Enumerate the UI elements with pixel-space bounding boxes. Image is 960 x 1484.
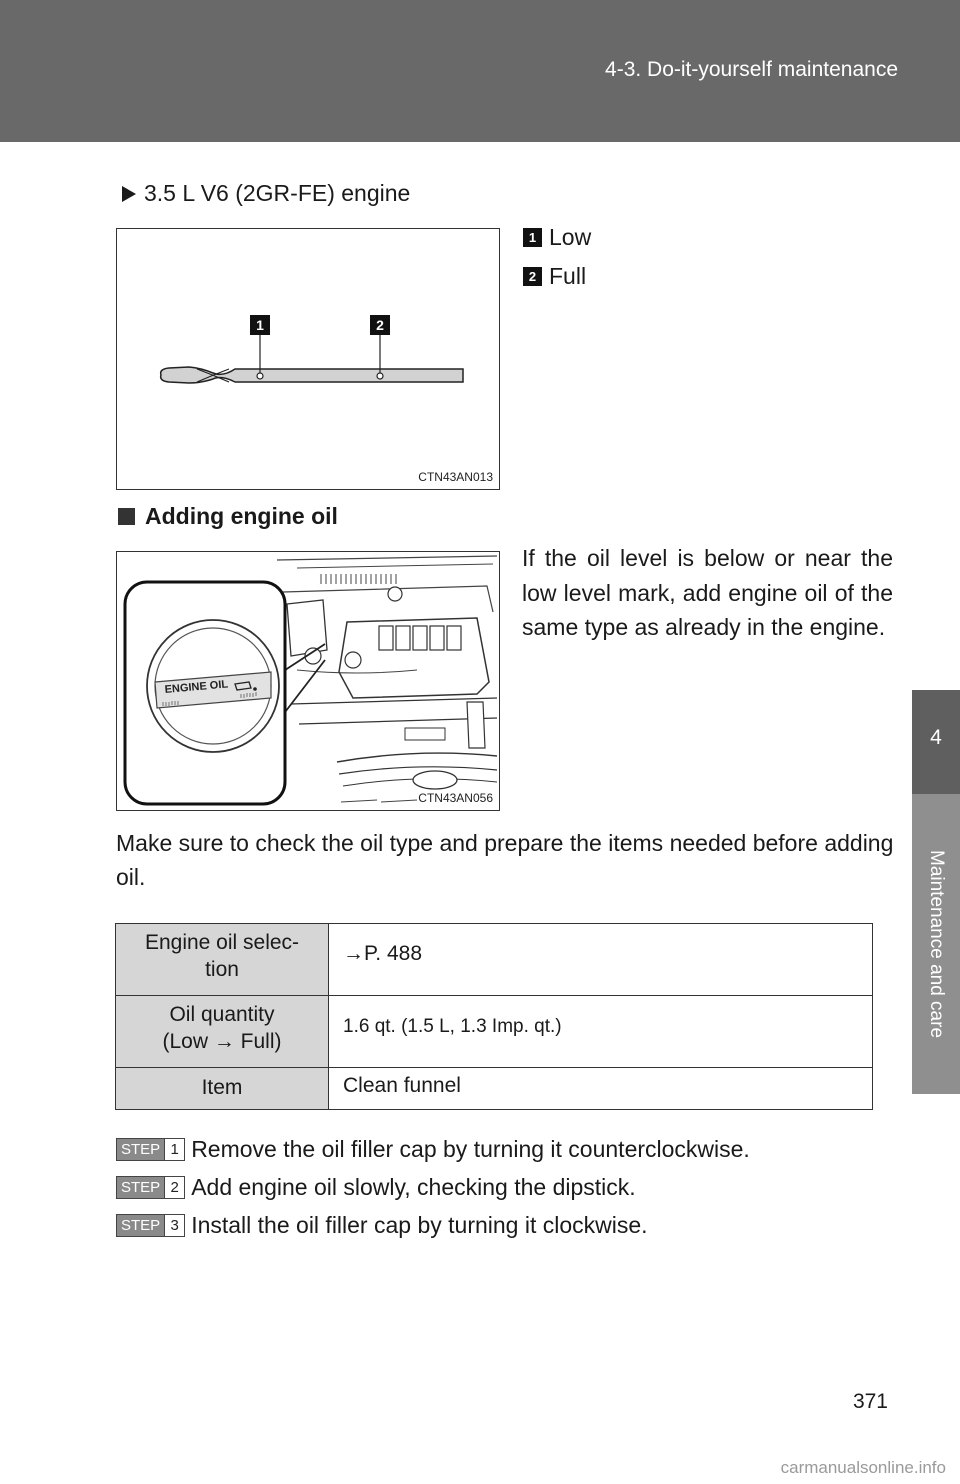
section-title: 4-3. Do-it-yourself maintenance: [605, 58, 898, 81]
engine-heading-text: 3.5 L V6 (2GR-FE) engine: [144, 180, 411, 206]
chapter-tab-label: [912, 794, 960, 1094]
legend-number: 2: [523, 267, 542, 286]
engine-bay-illustration: [117, 552, 500, 811]
instruction-paragraph: If the oil level is below or near the low level mark, add engine oil of the same type as already in the engine.: [522, 545, 893, 640]
triangle-bullet-icon: [122, 186, 136, 202]
step-3: [116, 1212, 648, 1239]
cap-label-text: ENGINE OIL: [164, 678, 229, 696]
table-row: [116, 1068, 873, 1110]
figure-code: CTN43AN013: [418, 470, 493, 484]
header-band: [0, 0, 960, 142]
engine-heading: [122, 180, 410, 207]
legend-item-full: [523, 263, 586, 290]
section-heading: [116, 503, 338, 530]
page-number: 371: [852, 1390, 888, 1413]
callout-1: 1: [256, 317, 264, 333]
step-badge: STEP 1: [116, 1138, 185, 1161]
legend-number: 1: [523, 228, 542, 247]
legend-label: Full: [549, 263, 587, 289]
oil-info-table: [115, 923, 873, 1110]
chapter-tab-number: [912, 690, 960, 794]
oil-filler-figure: [116, 551, 500, 811]
table-label-cell: Item: [116, 1068, 329, 1110]
step-2: [116, 1174, 636, 1201]
step-badge: STEP 3: [116, 1214, 185, 1237]
table-value-cell: →P. 488: [329, 924, 873, 996]
table-label-cell: Oil quantity (Low → Full): [116, 996, 329, 1068]
step-text: Install the oil filler cap by turning it clockwise.: [191, 1212, 648, 1238]
dipstick-illustration: [117, 229, 500, 490]
chapter-number: 4: [930, 726, 942, 749]
table-value-cell: 1.6 qt. (1.5 L, 1.3 Imp. qt.): [329, 996, 873, 1068]
step-text: Remove the oil filler cap by turning it counterclockwise.: [191, 1136, 750, 1162]
step-badge: STEP 2: [116, 1176, 185, 1199]
section-heading-text: Adding engine oil: [145, 503, 338, 529]
step-text: Add engine oil slowly, checking the dipstick.: [191, 1174, 636, 1200]
step-1: [116, 1136, 750, 1163]
square-bullet-icon: [118, 508, 135, 525]
table-row: [116, 924, 873, 996]
callout-2: 2: [376, 317, 384, 333]
table-value-cell: Clean funnel: [329, 1068, 873, 1110]
table-row: [116, 996, 873, 1068]
figure-code: CTN43AN056: [418, 791, 493, 805]
preparation-paragraph: Make sure to check the oil type and prepare the items needed before adding oil.: [116, 830, 894, 890]
legend-item-low: [523, 224, 591, 251]
chapter-label: Maintenance and care: [926, 849, 947, 1039]
legend-label: Low: [549, 224, 592, 250]
watermark-text: carmanualsonline.info: [780, 1458, 946, 1477]
table-label-cell: Engine oil selec- tion: [116, 924, 329, 996]
dipstick-figure: [116, 228, 500, 490]
